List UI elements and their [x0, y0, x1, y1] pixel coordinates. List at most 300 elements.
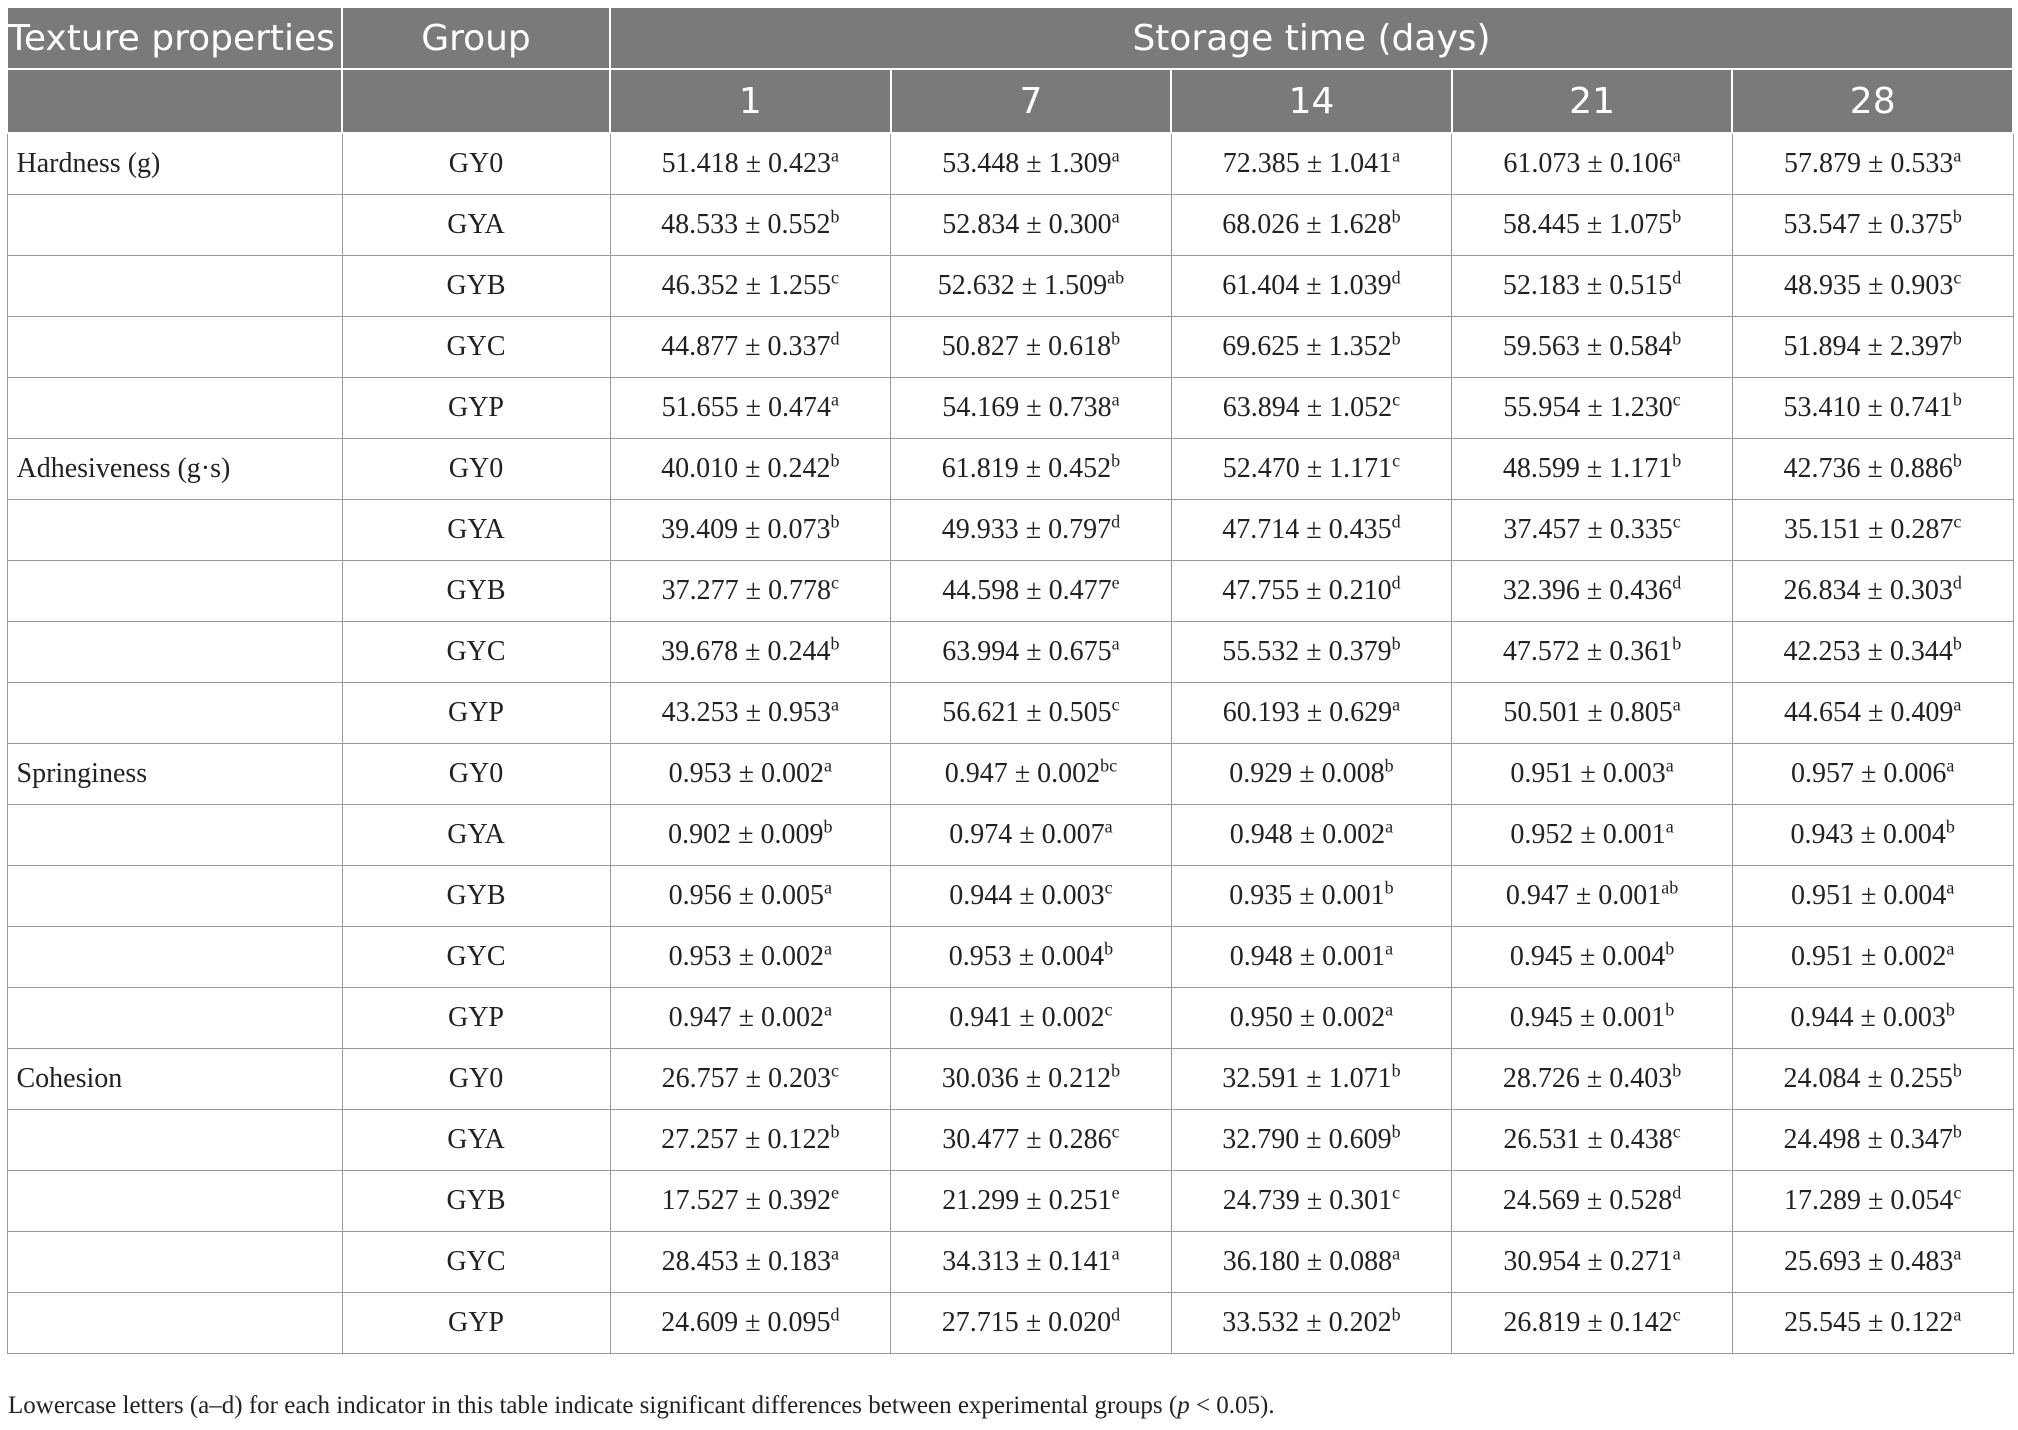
- significance-letter: a: [1946, 938, 1955, 959]
- mean-sd-value: 32.790 ± 0.609: [1222, 1124, 1392, 1155]
- significance-letter: b: [1104, 938, 1114, 959]
- table-header: [7, 7, 2013, 133]
- significance-letter: a: [1111, 633, 1120, 654]
- value-cell: [1452, 1110, 1733, 1171]
- significance-letter: a: [1665, 816, 1674, 837]
- significance-letter: c: [1672, 389, 1681, 410]
- table-row: [7, 1049, 2013, 1110]
- significance-letter: d: [1952, 572, 1962, 593]
- group-cell: GYB: [342, 561, 610, 622]
- significance-letter: a: [823, 999, 832, 1020]
- group-cell: GYC: [342, 622, 610, 683]
- table-row: [7, 927, 2013, 988]
- texture-property-cell: [7, 683, 342, 744]
- mean-sd-value: 51.894 ± 2.397: [1783, 331, 1953, 362]
- header-day: 14: [1171, 69, 1452, 133]
- mean-sd-value: 32.591 ± 1.071: [1222, 1063, 1392, 1094]
- value-cell: [891, 561, 1172, 622]
- table-row: [7, 500, 2013, 561]
- value-cell: [610, 805, 891, 866]
- value-cell: [1452, 133, 1733, 195]
- mean-sd-value: 59.563 ± 0.584: [1502, 331, 1673, 362]
- mean-sd-value: 0.943 ± 0.004: [1790, 819, 1946, 850]
- value-cell: [1171, 622, 1452, 683]
- value-cell: [1452, 256, 1733, 317]
- value-cell: [610, 866, 891, 927]
- value-cell: [1171, 256, 1452, 317]
- value-cell: [1171, 1049, 1452, 1110]
- value-cell: [1452, 744, 1733, 805]
- significance-letter: a: [1672, 694, 1681, 715]
- mean-sd-value: 24.609 ± 0.095: [661, 1307, 831, 1338]
- value-cell: [1732, 500, 2013, 561]
- significance-letter: a: [1946, 755, 1955, 776]
- value-cell: [1171, 133, 1452, 195]
- mean-sd-value: 55.954 ± 1.230: [1503, 392, 1673, 423]
- group-cell: GYP: [342, 378, 610, 439]
- value-cell: [1171, 866, 1452, 927]
- significance-letter: b: [1384, 877, 1394, 898]
- texture-property-cell: [7, 195, 342, 256]
- value-cell: [891, 683, 1172, 744]
- mean-sd-value: 30.036 ± 0.212: [941, 1063, 1112, 1094]
- value-cell: [610, 1049, 891, 1110]
- value-cell: [610, 1110, 891, 1171]
- header-row-1: [7, 7, 2013, 69]
- mean-sd-value: 44.877 ± 0.337: [661, 331, 831, 362]
- mean-sd-value: 51.418 ± 0.423: [661, 148, 831, 179]
- mean-sd-value: 24.498 ± 0.347: [1783, 1124, 1953, 1155]
- texture-property-cell: Adhesiveness (g·s): [7, 439, 342, 500]
- value-cell: [1732, 561, 2013, 622]
- significance-letter: a: [1385, 999, 1394, 1020]
- header-day: 7: [891, 69, 1172, 133]
- value-cell: [610, 988, 891, 1049]
- header-day: 28: [1732, 69, 2013, 133]
- table-container: [6, 6, 2012, 1354]
- group-cell: GYC: [342, 1232, 610, 1293]
- mean-sd-value: 24.739 ± 0.301: [1222, 1185, 1393, 1216]
- mean-sd-value: 0.947 ± 0.002: [944, 758, 1101, 789]
- significance-letter: c: [1111, 694, 1120, 715]
- significance-letter: e: [1111, 1182, 1120, 1203]
- value-cell: [891, 439, 1172, 500]
- group-cell: GYP: [342, 683, 610, 744]
- texture-property-cell: [7, 1232, 342, 1293]
- significance-letter: c: [830, 267, 839, 288]
- mean-sd-value: 37.457 ± 0.335: [1503, 514, 1673, 545]
- texture-property-cell: [7, 988, 342, 1049]
- significance-letter: b: [1391, 1304, 1401, 1325]
- group-cell: GYB: [342, 256, 610, 317]
- mean-sd-value: 53.410 ± 0.741: [1783, 392, 1953, 423]
- table-row: [7, 744, 2013, 805]
- value-cell: [1732, 1049, 2013, 1110]
- mean-sd-value: 24.569 ± 0.528: [1502, 1185, 1673, 1216]
- mean-sd-value: 0.948 ± 0.001: [1229, 941, 1386, 972]
- value-cell: [1171, 988, 1452, 1049]
- mean-sd-value: 0.945 ± 0.001: [1509, 1002, 1666, 1033]
- significance-letter: a: [823, 877, 832, 898]
- group-cell: GYC: [342, 317, 610, 378]
- significance-letter: b: [1945, 816, 1955, 837]
- table-row: [7, 1171, 2013, 1232]
- value-cell: [891, 988, 1172, 1049]
- mean-sd-value: 17.289 ± 0.054: [1784, 1185, 1954, 1216]
- texture-properties-table: [6, 6, 2014, 1354]
- table-footnote: [8, 1392, 1275, 1420]
- header-group: Group: [342, 7, 610, 69]
- value-cell: [610, 622, 891, 683]
- significance-letter: a: [823, 938, 832, 959]
- mean-sd-value: 49.933 ± 0.797: [941, 514, 1112, 545]
- mean-sd-value: 0.935 ± 0.001: [1229, 880, 1385, 911]
- table-body: [7, 133, 2013, 1354]
- mean-sd-value: 42.736 ± 0.886: [1783, 453, 1953, 484]
- mean-sd-value: 0.941 ± 0.002: [949, 1002, 1105, 1033]
- significance-letter: a: [830, 694, 839, 715]
- significance-letter: c: [1104, 877, 1113, 898]
- significance-letter: b: [1952, 389, 1962, 410]
- significance-letter: b: [1391, 1121, 1401, 1142]
- mean-sd-value: 24.084 ± 0.255: [1783, 1063, 1953, 1094]
- group-cell: GYP: [342, 1293, 610, 1354]
- value-cell: [1732, 805, 2013, 866]
- header-blank-property: [7, 69, 342, 133]
- mean-sd-value: 0.902 ± 0.009: [668, 819, 824, 850]
- value-cell: [1452, 988, 1733, 1049]
- table-row: [7, 1293, 2013, 1354]
- value-cell: [610, 378, 891, 439]
- mean-sd-value: 48.935 ± 0.903: [1784, 270, 1954, 301]
- mean-sd-value: 34.313 ± 0.141: [942, 1246, 1112, 1277]
- group-cell: GYA: [342, 805, 610, 866]
- significance-letter: c: [1953, 1182, 1962, 1203]
- significance-letter: a: [1111, 145, 1120, 166]
- mean-sd-value: 26.531 ± 0.438: [1503, 1124, 1673, 1155]
- significance-letter: a: [1385, 816, 1394, 837]
- value-cell: [891, 1049, 1172, 1110]
- group-cell: GYA: [342, 1110, 610, 1171]
- significance-letter: b: [1391, 206, 1401, 227]
- mean-sd-value: 0.956 ± 0.005: [668, 880, 824, 911]
- table-row: [7, 378, 2013, 439]
- mean-sd-value: 0.974 ± 0.007: [949, 819, 1105, 850]
- mean-sd-value: 0.929 ± 0.008: [1229, 758, 1385, 789]
- mean-sd-value: 26.819 ± 0.142: [1503, 1307, 1673, 1338]
- value-cell: [1171, 195, 1452, 256]
- value-cell: [891, 1293, 1172, 1354]
- mean-sd-value: 52.632 ± 1.509: [937, 270, 1108, 301]
- table-row: [7, 256, 2013, 317]
- value-cell: [1732, 378, 2013, 439]
- header-day: 21: [1452, 69, 1733, 133]
- value-cell: [1171, 439, 1452, 500]
- value-cell: [1732, 439, 2013, 500]
- significance-letter: a: [1104, 816, 1113, 837]
- value-cell: [1171, 744, 1452, 805]
- significance-letter: a: [830, 145, 839, 166]
- value-cell: [891, 1232, 1172, 1293]
- significance-letter: d: [1391, 511, 1401, 532]
- mean-sd-value: 51.655 ± 0.474: [661, 392, 831, 423]
- significance-letter: a: [1392, 1243, 1401, 1264]
- value-cell: [1452, 1232, 1733, 1293]
- value-cell: [610, 195, 891, 256]
- mean-sd-value: 0.945 ± 0.004: [1509, 941, 1666, 972]
- significance-letter: b: [830, 450, 840, 471]
- value-cell: [1732, 195, 2013, 256]
- header-blank-group: [342, 69, 610, 133]
- value-cell: [1732, 988, 2013, 1049]
- value-cell: [1171, 683, 1452, 744]
- value-cell: [891, 927, 1172, 988]
- mean-sd-value: 52.470 ± 1.171: [1222, 453, 1393, 484]
- value-cell: [1171, 805, 1452, 866]
- value-cell: [1732, 744, 2013, 805]
- significance-letter: b: [1952, 328, 1962, 349]
- significance-letter: b: [1111, 450, 1121, 471]
- value-cell: [1732, 133, 2013, 195]
- significance-letter: a: [1111, 389, 1120, 410]
- value-cell: [610, 500, 891, 561]
- mean-sd-value: 61.073 ± 0.106: [1503, 148, 1673, 179]
- significance-letter: a: [1953, 694, 1962, 715]
- value-cell: [1732, 1293, 2013, 1354]
- value-cell: [1732, 1232, 2013, 1293]
- value-cell: [891, 195, 1172, 256]
- value-cell: [1452, 805, 1733, 866]
- header-storage-time: Storage time (days): [610, 7, 2013, 69]
- value-cell: [1732, 1171, 2013, 1232]
- table-row: [7, 1232, 2013, 1293]
- value-cell: [1732, 622, 2013, 683]
- significance-letter: ab: [1661, 877, 1679, 898]
- mean-sd-value: 39.409 ± 0.073: [661, 514, 831, 545]
- significance-letter: a: [1111, 206, 1120, 227]
- mean-sd-value: 17.527 ± 0.392: [661, 1185, 831, 1216]
- footnote-text: Lowercase letters (a–d) for each indicator in this table indicate significant differences between experimental groups (: [8, 1392, 1178, 1419]
- mean-sd-value: 36.180 ± 0.088: [1222, 1246, 1393, 1277]
- mean-sd-value: 56.621 ± 0.505: [942, 697, 1112, 728]
- mean-sd-value: 60.193 ± 0.629: [1222, 697, 1393, 728]
- mean-sd-value: 61.819 ± 0.452: [941, 453, 1112, 484]
- texture-property-cell: [7, 317, 342, 378]
- value-cell: [610, 317, 891, 378]
- table-row: [7, 988, 2013, 1049]
- header-day: 1: [610, 69, 891, 133]
- mean-sd-value: 0.953 ± 0.002: [668, 941, 824, 972]
- value-cell: [1452, 1049, 1733, 1110]
- value-cell: [610, 1171, 891, 1232]
- mean-sd-value: 61.404 ± 1.039: [1222, 270, 1392, 301]
- significance-letter: a: [830, 1243, 839, 1264]
- mean-sd-value: 21.299 ± 0.251: [942, 1185, 1112, 1216]
- significance-letter: a: [1665, 755, 1674, 776]
- significance-letter: bc: [1100, 755, 1118, 776]
- value-cell: [891, 1110, 1172, 1171]
- value-cell: [1452, 1171, 1733, 1232]
- mean-sd-value: 25.693 ± 0.483: [1784, 1246, 1954, 1277]
- mean-sd-value: 25.545 ± 0.122: [1784, 1307, 1954, 1338]
- value-cell: [1452, 500, 1733, 561]
- significance-letter: d: [1672, 572, 1682, 593]
- significance-letter: b: [830, 1121, 840, 1142]
- table-row: [7, 622, 2013, 683]
- texture-property-cell: [7, 256, 342, 317]
- mean-sd-value: 52.183 ± 0.515: [1502, 270, 1673, 301]
- value-cell: [1171, 317, 1452, 378]
- group-cell: GY0: [342, 1049, 610, 1110]
- significance-letter: c: [1672, 1121, 1681, 1142]
- significance-letter: c: [830, 1060, 839, 1081]
- significance-letter: c: [1392, 389, 1401, 410]
- mean-sd-value: 26.834 ± 0.303: [1783, 575, 1953, 606]
- significance-letter: d: [1111, 1304, 1121, 1325]
- mean-sd-value: 42.253 ± 0.344: [1783, 636, 1953, 667]
- significance-letter: d: [1391, 267, 1401, 288]
- group-cell: GY0: [342, 744, 610, 805]
- value-cell: [1452, 439, 1733, 500]
- value-cell: [1171, 378, 1452, 439]
- significance-letter: a: [823, 755, 832, 776]
- group-cell: GYA: [342, 500, 610, 561]
- group-cell: GY0: [342, 133, 610, 195]
- table-row: [7, 317, 2013, 378]
- significance-letter: d: [830, 328, 840, 349]
- mean-sd-value: 0.947 ± 0.002: [668, 1002, 824, 1033]
- mean-sd-value: 0.951 ± 0.003: [1510, 758, 1666, 789]
- texture-property-cell: [7, 866, 342, 927]
- significance-letter: c: [1953, 511, 1962, 532]
- mean-sd-value: 27.257 ± 0.122: [661, 1124, 831, 1155]
- value-cell: [1171, 561, 1452, 622]
- mean-sd-value: 43.253 ± 0.953: [661, 697, 831, 728]
- significance-letter: d: [1672, 1182, 1682, 1203]
- significance-letter: b: [1111, 1060, 1121, 1081]
- value-cell: [1452, 317, 1733, 378]
- significance-letter: c: [1111, 1121, 1120, 1142]
- table-row: [7, 439, 2013, 500]
- value-cell: [891, 744, 1172, 805]
- significance-letter: b: [1952, 1060, 1962, 1081]
- value-cell: [1171, 1232, 1452, 1293]
- mean-sd-value: 53.547 ± 0.375: [1783, 209, 1953, 240]
- value-cell: [891, 866, 1172, 927]
- value-cell: [1732, 317, 2013, 378]
- significance-letter: b: [823, 816, 833, 837]
- significance-letter: b: [1111, 328, 1121, 349]
- texture-property-cell: [7, 1171, 342, 1232]
- significance-letter: b: [830, 206, 840, 227]
- mean-sd-value: 37.277 ± 0.778: [661, 575, 831, 606]
- significance-letter: b: [1391, 1060, 1401, 1081]
- mean-sd-value: 0.953 ± 0.002: [668, 758, 824, 789]
- footnote-p-symbol: p: [1177, 1392, 1190, 1419]
- mean-sd-value: 0.944 ± 0.003: [949, 880, 1105, 911]
- value-cell: [891, 378, 1172, 439]
- mean-sd-value: 47.755 ± 0.210: [1222, 575, 1392, 606]
- mean-sd-value: 0.944 ± 0.003: [1790, 1002, 1946, 1033]
- significance-letter: b: [1672, 206, 1682, 227]
- significance-letter: a: [1385, 938, 1394, 959]
- value-cell: [1452, 378, 1733, 439]
- significance-letter: a: [1946, 877, 1955, 898]
- significance-letter: ab: [1107, 267, 1125, 288]
- mean-sd-value: 46.352 ± 1.255: [661, 270, 831, 301]
- significance-letter: a: [830, 389, 839, 410]
- significance-letter: e: [1111, 572, 1120, 593]
- texture-property-cell: [7, 500, 342, 561]
- table-row: [7, 561, 2013, 622]
- texture-property-cell: [7, 561, 342, 622]
- significance-letter: d: [1672, 267, 1682, 288]
- significance-letter: c: [1672, 1304, 1681, 1325]
- value-cell: [1171, 1293, 1452, 1354]
- significance-letter: c: [1672, 511, 1681, 532]
- mean-sd-value: 0.950 ± 0.002: [1229, 1002, 1386, 1033]
- value-cell: [610, 1293, 891, 1354]
- mean-sd-value: 27.715 ± 0.020: [941, 1307, 1112, 1338]
- texture-property-cell: [7, 927, 342, 988]
- significance-letter: a: [1672, 145, 1681, 166]
- value-cell: [1452, 866, 1733, 927]
- mean-sd-value: 63.994 ± 0.675: [942, 636, 1112, 667]
- significance-letter: d: [1391, 572, 1401, 593]
- value-cell: [891, 133, 1172, 195]
- significance-letter: a: [1953, 145, 1962, 166]
- value-cell: [1732, 1110, 2013, 1171]
- significance-letter: a: [1953, 1304, 1962, 1325]
- significance-letter: b: [1672, 328, 1682, 349]
- mean-sd-value: 44.598 ± 0.477: [942, 575, 1112, 606]
- significance-letter: b: [830, 633, 840, 654]
- significance-letter: c: [830, 572, 839, 593]
- significance-letter: c: [1392, 450, 1401, 471]
- mean-sd-value: 47.572 ± 0.361: [1502, 636, 1673, 667]
- value-cell: [1732, 683, 2013, 744]
- significance-letter: b: [1384, 755, 1394, 776]
- texture-property-cell: [7, 378, 342, 439]
- mean-sd-value: 50.501 ± 0.805: [1503, 697, 1673, 728]
- value-cell: [610, 927, 891, 988]
- mean-sd-value: 40.010 ± 0.242: [661, 453, 831, 484]
- value-cell: [1171, 500, 1452, 561]
- group-cell: GY0: [342, 439, 610, 500]
- mean-sd-value: 72.385 ± 1.041: [1222, 148, 1393, 179]
- texture-property-cell: Springiness: [7, 744, 342, 805]
- mean-sd-value: 58.445 ± 1.075: [1502, 209, 1673, 240]
- significance-letter: a: [1672, 1243, 1681, 1264]
- significance-letter: a: [1111, 1243, 1120, 1264]
- significance-letter: a: [1392, 145, 1401, 166]
- value-cell: [1452, 1293, 1733, 1354]
- significance-letter: d: [830, 1304, 840, 1325]
- mean-sd-value: 69.625 ± 1.352: [1222, 331, 1392, 362]
- value-cell: [1732, 927, 2013, 988]
- mean-sd-value: 30.477 ± 0.286: [942, 1124, 1112, 1155]
- value-cell: [610, 439, 891, 500]
- texture-property-cell: Hardness (g): [7, 133, 342, 195]
- table-row: [7, 805, 2013, 866]
- mean-sd-value: 33.532 ± 0.202: [1222, 1307, 1392, 1338]
- mean-sd-value: 0.957 ± 0.006: [1791, 758, 1947, 789]
- significance-letter: b: [1952, 450, 1962, 471]
- value-cell: [891, 1171, 1172, 1232]
- value-cell: [891, 256, 1172, 317]
- mean-sd-value: 0.952 ± 0.001: [1510, 819, 1666, 850]
- value-cell: [610, 744, 891, 805]
